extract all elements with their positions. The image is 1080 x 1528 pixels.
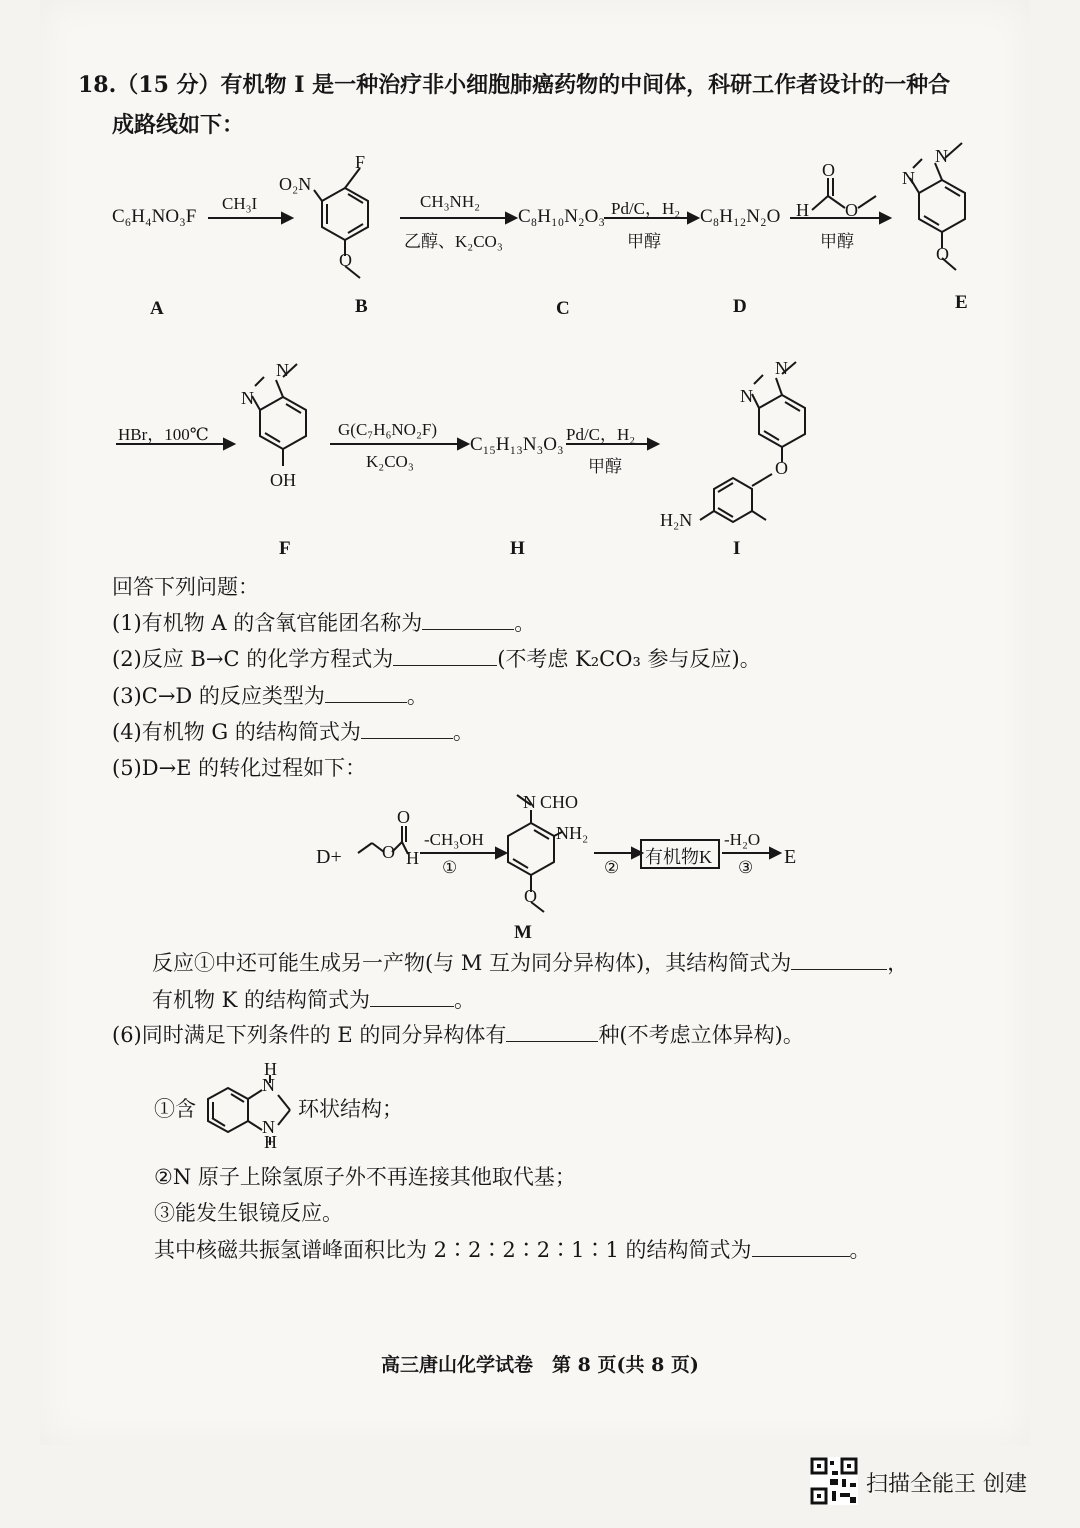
mech-k-box-label: 有机物K — [645, 847, 712, 867]
answer-blank-2[interactable] — [393, 645, 497, 666]
label-d: D — [733, 296, 747, 317]
atom-h-formate: H — [796, 200, 809, 220]
compound-a-formula: C₆H₄NO₃F — [112, 206, 197, 227]
answer-blank-5b[interactable] — [370, 986, 454, 1007]
period: 。 — [849, 1238, 871, 1262]
reagent-hbr: HBr，100℃ — [118, 425, 209, 444]
label-b: B — [355, 296, 368, 317]
mech-product-e: E — [784, 846, 797, 868]
atom-o-carbonyl-m: O — [397, 807, 410, 827]
reagent-pdc-h2-2: Pd/C，H₂ — [566, 425, 636, 444]
atom-o-ester-m: O — [382, 842, 395, 862]
mech-step3-top: -H₂O — [724, 830, 761, 849]
label-i: I — [733, 538, 741, 559]
atom-o-methoxy-b: O — [339, 250, 352, 270]
compound-c-formula: C₈H₁₀N₂O₃ — [518, 206, 605, 227]
mech-step1-top: -CH₃OH — [424, 830, 484, 849]
arrow-head — [224, 439, 234, 449]
condition-1-prefix: ①含 — [154, 1097, 196, 1121]
atom-n-i1: N — [775, 358, 788, 378]
atom-n-e2: N — [902, 168, 915, 188]
compound-h-formula: C₁₅H₁₃N₃O₃ — [470, 434, 564, 455]
condition-2: ②N 原子上除氢原子外不再连接其他取代基； — [154, 1165, 576, 1189]
period: 。 — [514, 611, 536, 635]
question-5-line1-text: 反应①中还可能生成另一产物(与 M 互为同分异构体)，其结构简式为 — [152, 951, 792, 975]
atom-n-bottom: N — [262, 1117, 275, 1137]
label-h: H — [510, 538, 525, 559]
question-6 — [112, 1020, 804, 1050]
label-m: M — [514, 922, 532, 943]
period: 。 — [452, 720, 474, 744]
atom-n-m: N — [523, 792, 536, 812]
atom-oh-f: OH — [270, 470, 296, 490]
questions-lead: 回答下列问题： — [112, 575, 259, 599]
atom-h2n: H₂N — [660, 510, 693, 530]
mech-step1-num: ① — [442, 858, 458, 877]
condition-1-suffix: 环状结构； — [298, 1097, 403, 1121]
atom-o-methoxy-m: O — [524, 886, 537, 906]
question-3-text: (3)C→D 的反应类型为 — [112, 684, 325, 708]
atom-n-e1: N — [935, 146, 948, 166]
atom-n-i2: N — [740, 386, 753, 406]
question-2-note: (不考虑 K₂CO₃ 参与反应)。 — [497, 647, 761, 671]
reagent-methanol: 甲醇 — [627, 232, 661, 251]
atom-o-carbonyl: O — [822, 160, 835, 180]
atom-cho: CHO — [540, 792, 579, 812]
comma: ， — [887, 951, 909, 975]
reagent-ch3i: CH₃I — [222, 194, 258, 213]
page-footer: 高三唐山化学试卷 第 8 页(共 8 页) — [381, 1354, 699, 1376]
arrow-head — [648, 439, 658, 449]
question-3 — [112, 681, 428, 711]
question-5-line2 — [152, 985, 475, 1015]
compound-d-formula: C₈H₁₂N₂O — [700, 206, 781, 227]
arrow-head — [688, 213, 698, 223]
atom-nh2: NH₂ — [556, 823, 589, 843]
answer-blank-1[interactable] — [422, 609, 514, 630]
nmr-question — [154, 1235, 871, 1265]
atom-o-methoxy-e: O — [936, 244, 949, 264]
atom-o2n: O₂N — [279, 174, 312, 194]
camscanner-text: 扫描全能王 创建 — [866, 1472, 1027, 1497]
question-6-text: (6)同时满足下列条件的 E 的同分异构体有 — [112, 1023, 507, 1047]
atom-n-top: N — [262, 1075, 275, 1095]
nmr-question-text: 其中核磁共振氢谱峰面积比为 2∶2∶2∶2∶1∶1 的结构简式为 — [154, 1238, 752, 1262]
reagent-pdc-h2: Pd/C，H₂ — [611, 199, 681, 218]
mech-step2-num: ② — [604, 858, 620, 877]
period: 。 — [454, 988, 476, 1012]
atom-o-ester: O — [845, 200, 858, 220]
qr-code-icon — [810, 1457, 858, 1505]
question-2-text: (2)反应 B→C 的化学方程式为 — [112, 647, 394, 671]
arrow-head — [458, 439, 468, 449]
reagent-methanol-2: 甲醇 — [820, 232, 854, 251]
question-4 — [112, 717, 474, 747]
question-5-line2-text: 有机物 K 的结构简式为 — [152, 988, 371, 1012]
arrow-head — [506, 213, 516, 223]
question-1-text: (1)有机物 A 的含氧官能团名称为 — [112, 611, 423, 635]
answer-blank-3[interactable] — [325, 682, 407, 703]
compound-f-ring — [260, 397, 306, 449]
question-intro-line2: 成路线如下： — [112, 112, 245, 138]
reagent-k2co3: K₂CO₃ — [366, 452, 414, 471]
reagent-methanol-3: 甲醇 — [588, 457, 622, 476]
mech-step3-num: ③ — [738, 858, 754, 877]
compound-m-ring — [508, 823, 554, 875]
answer-blank-nmr[interactable] — [752, 1236, 850, 1257]
reagent-ethanol-k2co3: 乙醇、K₂CO₃ — [404, 232, 503, 251]
question-5-line1 — [152, 948, 908, 978]
period: 。 — [406, 684, 428, 708]
atom-n-f1: N — [276, 360, 289, 380]
camscanner-watermark — [810, 1455, 1040, 1511]
compound-i-bottom-ring — [714, 478, 752, 522]
answer-blank-4[interactable] — [361, 718, 453, 739]
question-5: (5)D→E 的转化过程如下： — [112, 756, 367, 780]
arrow-head — [282, 213, 292, 223]
atom-h-bottom: H — [264, 1132, 277, 1152]
atom-n-f2: N — [241, 388, 254, 408]
reagent-ch3nh2: CH₃NH₂ — [420, 192, 481, 211]
question-1 — [112, 608, 535, 638]
reagent-g: G(C₇H₆NO₂F) — [338, 420, 438, 439]
answer-blank-5a[interactable] — [791, 949, 887, 970]
compound-i-top-ring — [759, 395, 805, 447]
arrow-head — [880, 213, 890, 223]
question-4-text: (4)有机物 G 的结构简式为 — [112, 720, 361, 744]
question-6-tail: 种(不考虑立体异构)。 — [598, 1023, 804, 1047]
compound-b-ring — [322, 188, 368, 240]
atom-h-top: H — [264, 1059, 277, 1079]
mech-d-plus: D+ — [316, 846, 342, 868]
question-intro-line1: 18.（15 分）有机物 I 是一种治疗非小细胞肺癌药物的中间体，科研工作者设计的一种合 — [78, 72, 951, 98]
compound-e-ring — [919, 180, 965, 232]
label-c: C — [556, 298, 570, 319]
atom-o-ether: O — [775, 458, 788, 478]
atom-h-m: H — [406, 848, 419, 868]
answer-blank-6[interactable] — [506, 1021, 598, 1042]
label-f: F — [279, 538, 291, 559]
label-e: E — [955, 292, 968, 313]
condition-3: ③能发生银镜反应。 — [154, 1201, 343, 1225]
atom-f: F — [355, 152, 366, 172]
question-2 — [112, 644, 761, 674]
label-a: A — [150, 298, 164, 319]
